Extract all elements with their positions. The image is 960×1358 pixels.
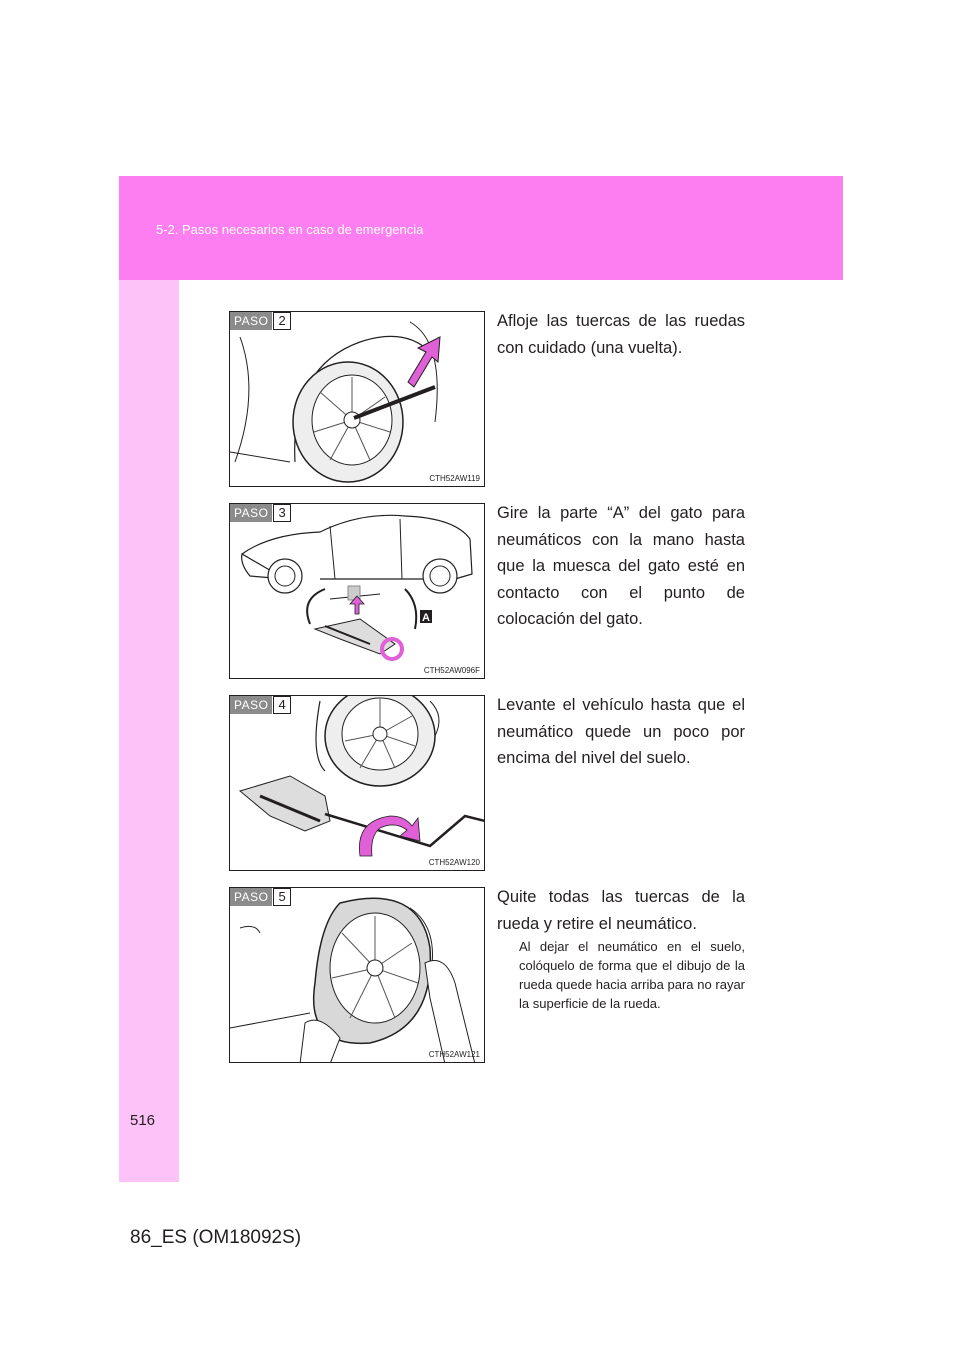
section-title: 5-2. Pasos necesarios en caso de emergencia <box>156 222 424 237</box>
step-badge <box>230 696 291 714</box>
step-2-text: Afloje las tuercas de las ruedas con cuidado (una vuelta). <box>497 312 745 357</box>
step-3-text: Gire la parte “A” del gato para neumáticos con la mano hasta que la muesca del gato esté en contacto con el punto de colocación del gato. <box>497 504 745 628</box>
step-number: 5 <box>273 888 290 906</box>
figure-step-5 <box>229 887 485 1063</box>
step-5-text: Quite todas las tuercas de la rueda y retire el neumático. <box>497 888 745 933</box>
step-badge <box>230 888 291 906</box>
step-5-note: Al dejar el neumático en el suelo, colóquelo de forma que el dibujo de la rueda quede hacia arriba para no rayar la superficie de la rueda. <box>519 939 745 1011</box>
step-number: 4 <box>273 696 290 714</box>
lift-vehicle-illustration <box>230 696 485 871</box>
callout-a: A <box>422 612 430 624</box>
figure-step-4 <box>229 695 485 871</box>
step-number: 3 <box>273 504 290 522</box>
step-word: PASO <box>230 696 272 714</box>
figure-code: CTH52AW119 <box>429 474 480 483</box>
step-word: PASO <box>230 888 272 906</box>
page-number: 516 <box>130 1112 156 1129</box>
figure-step-3 <box>229 503 485 679</box>
step-word: PASO <box>230 312 272 330</box>
car-jack-illustration <box>230 504 485 679</box>
side-band <box>119 280 179 1182</box>
step-badge <box>230 504 291 522</box>
figure-code: CTH52AW120 <box>428 858 480 867</box>
figure-code: CTH52AW121 <box>428 1050 480 1059</box>
manual-code: 86_ES (OM18092S) <box>130 1227 302 1248</box>
wheel-wrench-illustration <box>230 312 485 487</box>
step-4-text: Levante el vehículo hasta que el neumático quede un poco por encima del nivel del suelo. <box>497 696 745 767</box>
figure-step-2 <box>229 311 485 487</box>
remove-tire-illustration <box>230 888 485 1063</box>
step-badge <box>230 312 291 330</box>
step-word: PASO <box>230 504 272 522</box>
figure-code: CTH52AW096F <box>423 666 480 675</box>
step-number: 2 <box>273 312 290 330</box>
